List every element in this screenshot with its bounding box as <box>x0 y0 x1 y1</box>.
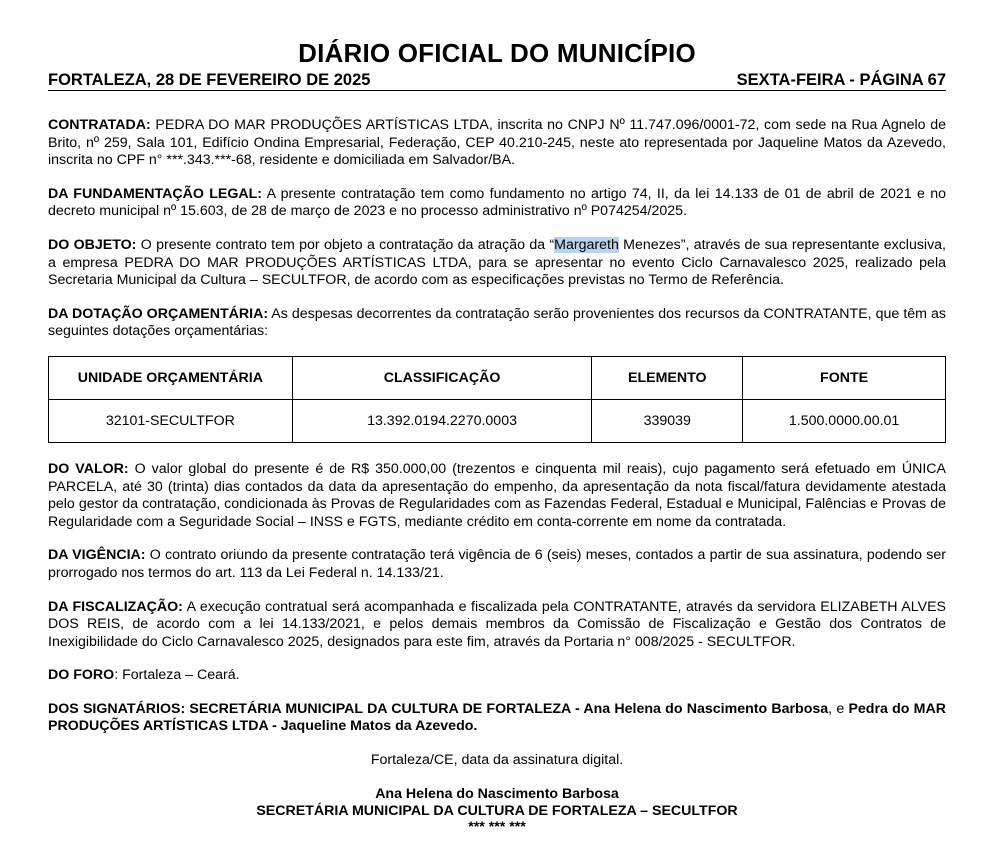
clause-text: O presente contrato tem por objeto a contratação da atração da “ <box>136 236 555 253</box>
table-row <box>49 399 946 442</box>
clause-text-bold: Pedra do MAR PRODUÇÕES ARTÍSTICAS LTDA - Jaqueline Matos da Azevedo. <box>48 700 946 735</box>
place-date: Fortaleza/CE, data da assinatura digital. <box>370 752 624 769</box>
clause-text: , e <box>828 700 849 717</box>
clause-contratada <box>48 117 946 170</box>
clause-label: DO VALOR: <box>48 460 129 477</box>
clause-label: DA VIGÊNCIA: <box>48 547 146 564</box>
clause-label: DO FORO <box>48 667 115 684</box>
clause-text: O valor global do presente é de R$ 350.000,00 (trezentos e cinquenta mil reais), cujo pagamento será efetuado em ÚNICA PARCELA, até 30 (trinta) dias contados da data da apresentação do empenho, da apresentação da nota fiscal/fatura devidamente atestada pelo gestor da contratação, condicionada às Provas de Regularidades com as Fazendas Federal, Estadual e Municipal, Falências e Provas de Regularidade com a Seguridade Social – INSS e FGTS, mediante crédito em conta-corrente em nome da contratada. <box>48 460 946 530</box>
table-header-row <box>49 356 946 399</box>
clause-text: O contrato oriundo da presente contratação terá vigência de 6 (seis) meses, contados a partir de sua assinatura, podendo ser prorrogado nos termos do art. 113 da Lei Federal n. 14.133/21. <box>48 547 946 581</box>
clause-label: DA FUNDAMENTAÇÃO LEGAL: <box>48 185 263 202</box>
clause-text: A execução contratual será acompanhada e fiscalizada pela CONTRATANTE, através da servidora ELIZABETH ALVES DOS REIS, de acordo com a lei 14.133/2021, e pelos demais membros da Comissão de Fiscalização e Gestão dos Contratos de Inexigibilidade do Ciclo Carnavalesco 2025, designados para este fim, através da Portaria n° 008/2025 - SECULTFOR. <box>48 598 946 650</box>
clause-fundamentacao <box>48 186 946 221</box>
highlighted-text[interactable]: Margareth <box>554 236 619 253</box>
dateline <box>48 71 946 91</box>
clause-label: DOS SIGNATÁRIOS: SECRETÁRIA MUNICIPAL DA CULTURA DE FORTALEZA - Ana Helena do Nascimento Barbosa <box>48 700 829 717</box>
clause-foro <box>48 667 946 685</box>
column-header: UNIDADE ORÇAMENTÁRIA <box>49 356 293 399</box>
section-separator: *** *** *** <box>468 818 526 835</box>
budget-table <box>48 356 946 443</box>
clause-label: CONTRATADA: <box>48 117 151 133</box>
clause-text: PEDRA DO MAR PRODUÇÕES ARTÍSTICAS LTDA, inscrita no CNPJ Nº 11.747.096/0001-72, com sede na Rua Agnelo de Brito, nº 259, Sala 101, Edifício Ondina Empresarial, Federação, CEP 40.210-245, neste ato representada por Jaqueline Matos da Azevedo, inscrita no CPF n° ***.343.***-68, residente e domiciliada em Salvador/BA. <box>48 117 946 169</box>
column-header: FONTE <box>743 356 946 399</box>
column-header: CLASSIFICAÇÃO <box>292 356 592 399</box>
clause-text: Menezes”, através de sua representante exclusiva, a empresa PEDRA DO MAR PRODUÇÕES ARTÍSTICAS LTDA, para se apresentar no evento Ciclo Carnavalesco 2025, realizado pela Secretaria Municipal da Cultura – SECULTFOR, de acordo com as especificações previstas no Termo de Referência. <box>48 236 946 289</box>
clause-dotacao <box>48 306 946 341</box>
table-cell: 13.392.0194.2270.0003 <box>292 399 592 442</box>
signer-name: Ana Helena do Nascimento Barbosa <box>375 785 619 802</box>
signer-organization: SECRETÁRIA MUNICIPAL DA CULTURA DE FORTALEZA – SECULTFOR <box>256 803 738 820</box>
clause-signatarios <box>48 701 946 736</box>
clause-label: DO OBJETO: <box>48 236 137 253</box>
gazette-page <box>48 0 946 833</box>
clause-objeto <box>48 237 946 290</box>
page-title: DIÁRIO OFICIAL DO MUNICÍPIO <box>298 38 696 68</box>
clause-valor <box>48 461 946 531</box>
clause-text: A presente contratação tem como fundamento no artigo 74, II, da lei 14.133 de 01 de abril de 2021 e no decreto municipal nº 15.603, de 28 de março de 2023 e no processo administrativo nº P074254/2025. <box>48 185 947 220</box>
clause-fiscalizacao <box>48 599 946 652</box>
issue-page: SEXTA-FEIRA - PÁGINA 67 <box>736 71 946 89</box>
clause-text: As despesas decorrentes da contratação serão provenientes dos recursos da CONTRATANTE, que têm as seguintes dotações orçamentárias: <box>48 305 946 340</box>
clause-text: : Fortaleza – Ceará. <box>114 667 240 684</box>
table-cell: 339039 <box>592 399 743 442</box>
clause-label: DA DOTAÇÃO ORÇAMENTÁRIA: <box>48 305 269 322</box>
clause-label: DA FISCALIZAÇÃO: <box>48 598 183 615</box>
clause-vigencia <box>48 547 946 582</box>
column-header: ELEMENTO <box>592 356 743 399</box>
table-cell: 32101-SECULTFOR <box>49 399 293 442</box>
issue-date: FORTALEZA, 28 DE FEVEREIRO DE 2025 <box>48 71 371 89</box>
table-cell: 1.500.0000.00.01 <box>743 399 946 442</box>
